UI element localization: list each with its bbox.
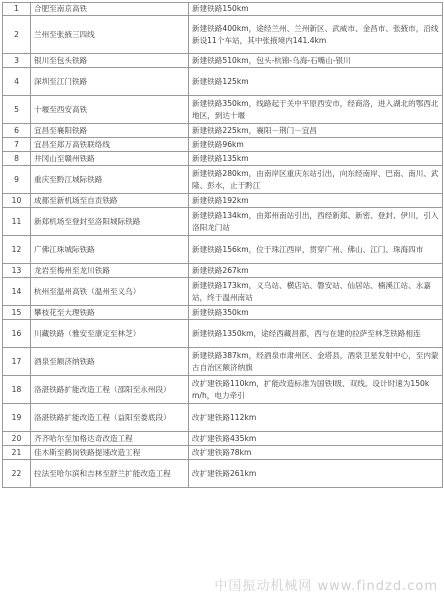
project-name: 齐齐哈尔至加格达奇改造工程 bbox=[31, 432, 189, 446]
row-number: 21 bbox=[3, 446, 31, 460]
project-name: 酒泉至额济纳铁路 bbox=[31, 348, 189, 376]
table-row bbox=[3, 460, 443, 488]
project-description: 新建铁路96km bbox=[189, 138, 443, 152]
table-row bbox=[3, 236, 443, 264]
row-number: 20 bbox=[3, 432, 31, 446]
table-row bbox=[3, 404, 443, 432]
row-number: 13 bbox=[3, 264, 31, 278]
row-number: 7 bbox=[3, 138, 31, 152]
table-row bbox=[3, 264, 443, 278]
row-number: 1 bbox=[3, 3, 31, 16]
row-number: 5 bbox=[3, 96, 31, 124]
table-row bbox=[3, 138, 443, 152]
project-name: 广佛江珠城际铁路 bbox=[31, 236, 189, 264]
project-description: 新建铁路192km bbox=[189, 194, 443, 208]
project-description: 新建铁路135km bbox=[189, 152, 443, 166]
row-number: 17 bbox=[3, 348, 31, 376]
project-description: 新建铁路125km bbox=[189, 68, 443, 96]
table-body bbox=[3, 3, 443, 488]
table-row bbox=[3, 348, 443, 376]
row-number: 9 bbox=[3, 166, 31, 194]
project-name: 川藏铁路（雅安至康定至林芝） bbox=[31, 320, 189, 348]
project-name: 合肥至南京高铁 bbox=[31, 3, 189, 16]
project-description: 新建铁路350km，线路起于关中平原西安市，经商洛，进入湖北的鄂西北地区，到达十堰 bbox=[189, 96, 443, 124]
row-number: 8 bbox=[3, 152, 31, 166]
project-name: 佳木斯至鹤岗铁路提速改造工程 bbox=[31, 446, 189, 460]
project-name: 拉法至哈尔滨和吉林至舒兰扩能改造工程 bbox=[31, 460, 189, 488]
project-description: 改扩建铁路261km bbox=[189, 460, 443, 488]
table-row bbox=[3, 16, 443, 54]
project-name: 宜昌至襄阳铁路 bbox=[31, 124, 189, 138]
table-row bbox=[3, 306, 443, 320]
watermark bbox=[214, 575, 438, 594]
row-number: 22 bbox=[3, 460, 31, 488]
project-name: 洛湛铁路扩能改造工程（邵阳至永州段） bbox=[31, 376, 189, 404]
project-description: 新建铁路134km，由郑州南站引出，西经新郑、新密、登封、伊川，引入洛阳龙门站 bbox=[189, 208, 443, 236]
project-description: 新建铁路173km，义乌站、横店站、磐安站、仙居站、楠溪江站、永嘉站，终于温州南站 bbox=[189, 278, 443, 306]
row-number: 6 bbox=[3, 124, 31, 138]
row-number: 14 bbox=[3, 278, 31, 306]
project-description: 新建铁路510km，包头-杭锦-乌海-石嘴山-银川 bbox=[189, 54, 443, 68]
table-row bbox=[3, 152, 443, 166]
project-name: 兰州至张掖三四线 bbox=[31, 16, 189, 54]
table-row bbox=[3, 194, 443, 208]
project-name: 宜昌至郑万高铁联络线 bbox=[31, 138, 189, 152]
project-name: 重庆至黔江城际铁路 bbox=[31, 166, 189, 194]
row-number: 18 bbox=[3, 376, 31, 404]
table-row bbox=[3, 446, 443, 460]
table-row bbox=[3, 3, 443, 16]
project-description: 新建铁路150km bbox=[189, 3, 443, 16]
project-description: 新建铁路225km，襄阳－荆门－宜昌 bbox=[189, 124, 443, 138]
row-number: 4 bbox=[3, 68, 31, 96]
row-number: 2 bbox=[3, 16, 31, 54]
project-name: 龙岩至梅州至龙川铁路 bbox=[31, 264, 189, 278]
project-name: 井冈山至赣州铁路 bbox=[31, 152, 189, 166]
table-row bbox=[3, 166, 443, 194]
project-name: 银川至包头铁路 bbox=[31, 54, 189, 68]
table-row bbox=[3, 432, 443, 446]
table-row bbox=[3, 96, 443, 124]
railway-projects-table bbox=[2, 2, 443, 488]
row-number: 10 bbox=[3, 194, 31, 208]
project-name: 深圳至江门铁路 bbox=[31, 68, 189, 96]
project-name: 十堰至西安高铁 bbox=[31, 96, 189, 124]
project-description: 改扩建铁路435km bbox=[189, 432, 443, 446]
project-description: 改扩建铁路112km bbox=[189, 404, 443, 432]
project-description: 新建铁路156km，位于珠江西岸，贯穿广州、佛山、江门、珠海四市 bbox=[189, 236, 443, 264]
row-number: 3 bbox=[3, 54, 31, 68]
row-number: 11 bbox=[3, 208, 31, 236]
row-number: 16 bbox=[3, 320, 31, 348]
table-row bbox=[3, 54, 443, 68]
project-name: 成都至新机场至自贡铁路 bbox=[31, 194, 189, 208]
watermark-text: 中国振动机械网 www.findzd.com bbox=[214, 579, 438, 594]
table-row bbox=[3, 278, 443, 306]
table-row bbox=[3, 208, 443, 236]
project-description: 改扩建铁路110km，扩能改造标准为国铁Ⅰ级、双线。设计时速为150km/h，电力牵引 bbox=[189, 376, 443, 404]
table-row bbox=[3, 376, 443, 404]
project-description: 新建铁路400km，途经兰州、兰州新区、武威市、金昌市、张掖市，沿线新设11个车站，其中张掖境内141.4km bbox=[189, 16, 443, 54]
row-number: 12 bbox=[3, 236, 31, 264]
project-name: 新郑机场至登封至洛阳城际铁路 bbox=[31, 208, 189, 236]
project-description: 新建铁路387km，经酒泉市肃州区、金塔县，酒泉卫星发射中心，至内蒙古自治区额济纳旗 bbox=[189, 348, 443, 376]
table-row bbox=[3, 320, 443, 348]
table-row bbox=[3, 68, 443, 96]
project-description: 新建铁路350km bbox=[189, 306, 443, 320]
table-row bbox=[3, 124, 443, 138]
row-number: 19 bbox=[3, 404, 31, 432]
project-name: 洛湛铁路扩能改造工程（益阳至娄底段） bbox=[31, 404, 189, 432]
project-description: 改扩建铁路78km bbox=[189, 446, 443, 460]
project-name: 杭州至温州高铁（温州至义乌） bbox=[31, 278, 189, 306]
project-description: 新建铁路267km bbox=[189, 264, 443, 278]
project-description: 新建铁路280km，由南岸区重庆东站引出，向东经南岸、巴南、南川、武隆、彭水，止于黔江 bbox=[189, 166, 443, 194]
project-description: 新建铁路1350km，途经西藏昌都，西与在建的拉萨至林芝铁路相连 bbox=[189, 320, 443, 348]
project-name: 攀枝花至大理铁路 bbox=[31, 306, 189, 320]
row-number: 15 bbox=[3, 306, 31, 320]
